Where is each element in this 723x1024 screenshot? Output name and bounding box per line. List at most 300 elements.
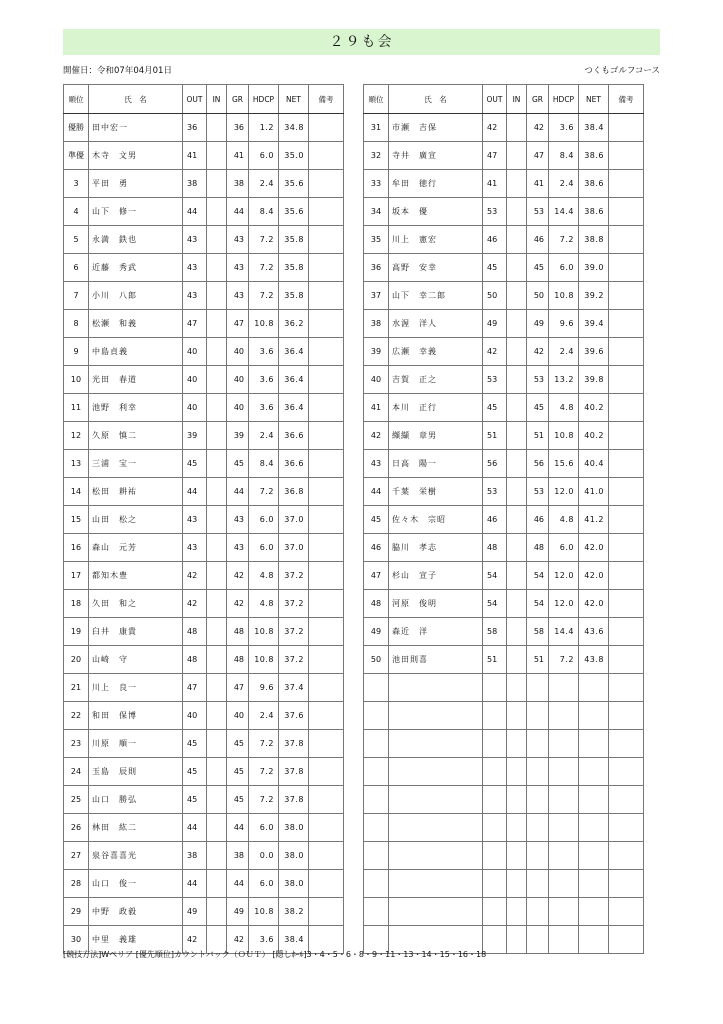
cell-gr: 53 [527,198,549,226]
cell-note [609,422,644,450]
table-row [64,254,344,282]
cell-rank: 28 [64,870,89,898]
cell-out: 38 [183,170,207,198]
table-row [64,338,344,366]
cell-note [309,394,344,422]
cell-rank [364,842,389,870]
event-date: 開催日：令和07年04月01日 [63,66,172,76]
table-row [64,618,344,646]
cell-gr: 54 [527,562,549,590]
cell-in [207,674,227,702]
cell-note [609,506,644,534]
cell-out: 48 [483,534,507,562]
cell-rank: 29 [64,898,89,926]
cell-in [207,478,227,506]
cell-rank: 41 [364,394,389,422]
cell-note [309,814,344,842]
cell-name: 坂本 優 [389,198,483,226]
cell-out: 53 [483,478,507,506]
cell-name: 三浦 宝一 [89,450,183,478]
cell-net: 42.0 [579,562,609,590]
cell-note [309,338,344,366]
cell-rank: 43 [364,450,389,478]
cell-net: 38.6 [579,170,609,198]
cell-note [609,842,644,870]
cell-net: 41.0 [579,478,609,506]
cell-in [507,506,527,534]
cell-in [507,702,527,730]
cell-net: 35.0 [279,142,309,170]
column-header-rank: 順位 [64,85,89,114]
cell-net: 43.8 [579,646,609,674]
cell-note [609,618,644,646]
cell-rank: 34 [364,198,389,226]
table-row [64,366,344,394]
cell-in [507,254,527,282]
cell-rank [364,870,389,898]
table-row [64,898,344,926]
cell-rank: 39 [364,338,389,366]
cell-rank: 21 [64,674,89,702]
cell-rank: 4 [64,198,89,226]
cell-rank: 49 [364,618,389,646]
cell-rank: 35 [364,226,389,254]
table-row [364,870,644,898]
cell-in [507,618,527,646]
cell-note [309,198,344,226]
cell-name: 中島貞義 [89,338,183,366]
cell-name: 山崎 守 [89,646,183,674]
cell-gr [527,842,549,870]
cell-gr: 39 [227,422,249,450]
cell-note [309,170,344,198]
cell-note [309,786,344,814]
table-row [364,562,644,590]
cell-rank: 50 [364,646,389,674]
cell-name: 平田 勇 [89,170,183,198]
cell-note [309,114,344,142]
cell-rank: 23 [64,730,89,758]
cell-net [579,702,609,730]
table-row [64,114,344,142]
cell-net: 35.8 [279,254,309,282]
cell-hdcp: 9.6 [249,674,279,702]
cell-note [609,534,644,562]
cell-hdcp: 2.4 [249,702,279,730]
cell-rank: 13 [64,450,89,478]
cell-net [579,814,609,842]
cell-out: 36 [183,114,207,142]
cell-out: 42 [483,338,507,366]
cell-out: 46 [483,226,507,254]
cell-net: 37.2 [279,646,309,674]
cell-hdcp: 10.8 [249,618,279,646]
cell-gr: 42 [527,114,549,142]
cell-rank: 31 [364,114,389,142]
table-row [64,814,344,842]
cell-hdcp [549,786,579,814]
cell-name: 山口 俊一 [89,870,183,898]
table-row [364,254,644,282]
cell-gr: 46 [527,506,549,534]
cell-out: 45 [183,450,207,478]
cell-hdcp: 6.0 [249,506,279,534]
cell-note [609,310,644,338]
column-header-note: 備考 [609,85,644,114]
table-row [64,170,344,198]
cell-net [579,674,609,702]
cell-in [507,142,527,170]
cell-gr [527,730,549,758]
cell-gr: 43 [227,282,249,310]
table-row [64,730,344,758]
cell-name: 池野 利幸 [89,394,183,422]
cell-name: 松田 耕祐 [89,478,183,506]
cell-hdcp: 3.6 [549,114,579,142]
cell-note [609,702,644,730]
cell-out: 40 [183,338,207,366]
cell-rank: 7 [64,282,89,310]
cell-out: 45 [483,254,507,282]
cell-in [207,702,227,730]
cell-net: 38.4 [279,926,309,954]
table-row [64,646,344,674]
cell-net [579,758,609,786]
cell-gr [527,702,549,730]
cell-name: 本川 正行 [389,394,483,422]
cell-note [609,114,644,142]
cell-hdcp: 12.0 [549,478,579,506]
cell-hdcp: 3.6 [249,394,279,422]
cell-net: 36.8 [279,478,309,506]
cell-name: 木寺 文男 [89,142,183,170]
cell-gr: 44 [227,478,249,506]
cell-rank: 9 [64,338,89,366]
cell-net: 42.0 [579,534,609,562]
table-row [364,786,644,814]
cell-in [207,394,227,422]
cell-net: 36.4 [279,394,309,422]
cell-hdcp: 7.2 [549,646,579,674]
cell-hdcp: 6.0 [549,254,579,282]
cell-out: 44 [183,814,207,842]
cell-in [507,730,527,758]
cell-rank: 8 [64,310,89,338]
cell-in [207,534,227,562]
column-header-gr: GR [527,85,549,114]
cell-gr: 45 [527,254,549,282]
cell-out [483,898,507,926]
cell-note [609,254,644,282]
cell-note [609,674,644,702]
cell-hdcp [549,758,579,786]
table-row [64,422,344,450]
cell-gr: 38 [227,170,249,198]
table-row [364,170,644,198]
cell-net: 39.6 [579,338,609,366]
cell-gr: 53 [527,478,549,506]
cell-net: 38.0 [279,814,309,842]
cell-hdcp: 6.0 [249,814,279,842]
cell-gr: 43 [227,254,249,282]
table-row [64,590,344,618]
table-row [64,786,344,814]
cell-out [483,674,507,702]
cell-name: 泉谷喜喜光 [89,842,183,870]
cell-note [309,702,344,730]
cell-name: 纐纈 章男 [389,422,483,450]
cell-name: 千葉 栄樹 [389,478,483,506]
cell-out [483,730,507,758]
cell-name: 河原 俊明 [389,590,483,618]
cell-gr [527,814,549,842]
table-row [64,226,344,254]
column-header-in: IN [507,85,527,114]
cell-gr: 42 [227,926,249,954]
cell-name: 和田 保博 [89,702,183,730]
cell-out: 47 [483,142,507,170]
cell-hdcp [549,702,579,730]
cell-name: 吉賀 正之 [389,366,483,394]
cell-name: 久原 慎二 [89,422,183,450]
cell-net: 36.6 [279,450,309,478]
cell-rank [364,674,389,702]
cell-rank: 47 [364,562,389,590]
cell-net: 38.0 [279,870,309,898]
cell-hdcp [549,674,579,702]
cell-in [207,814,227,842]
table-row [364,646,644,674]
cell-note [309,506,344,534]
column-header-note: 備考 [309,85,344,114]
cell-out: 42 [483,114,507,142]
cell-hdcp: 2.4 [549,170,579,198]
cell-note [309,310,344,338]
cell-note [609,814,644,842]
cell-note [609,450,644,478]
page-title: ２９も会 [63,29,660,55]
cell-out: 49 [183,898,207,926]
cell-out: 56 [483,450,507,478]
cell-name: 林田 紘二 [89,814,183,842]
cell-in [507,394,527,422]
cell-name: 牟田 徳行 [389,170,483,198]
cell-in [207,114,227,142]
cell-in [207,450,227,478]
cell-net: 39.0 [579,254,609,282]
table-row [64,198,344,226]
cell-hdcp: 4.8 [249,562,279,590]
cell-net: 37.2 [279,562,309,590]
table-row [364,730,644,758]
cell-out: 38 [183,842,207,870]
cell-in [207,170,227,198]
column-header-net: NET [579,85,609,114]
table-row [64,870,344,898]
table-row [64,142,344,170]
cell-note [609,478,644,506]
cell-net: 37.4 [279,674,309,702]
table-row [64,478,344,506]
cell-name: 久田 和之 [89,590,183,618]
table-row [364,114,644,142]
cell-note [309,142,344,170]
cell-note [309,674,344,702]
cell-out [483,786,507,814]
cell-out: 40 [183,366,207,394]
cell-net: 36.4 [279,338,309,366]
cell-net: 34.8 [279,114,309,142]
cell-in [507,562,527,590]
cell-note [309,898,344,926]
cell-name: 市瀬 吉保 [389,114,483,142]
cell-rank: 19 [64,618,89,646]
cell-in [207,870,227,898]
cell-out: 51 [483,422,507,450]
cell-out: 54 [483,590,507,618]
cell-rank: 11 [64,394,89,422]
cell-in [507,590,527,618]
cell-in [207,618,227,646]
column-header-rank: 順位 [364,85,389,114]
cell-net: 39.4 [579,310,609,338]
column-header-out: OUT [483,85,507,114]
cell-out: 42 [183,926,207,954]
cell-out: 43 [183,534,207,562]
table-row [364,394,644,422]
cell-note [609,338,644,366]
cell-hdcp: 2.4 [249,422,279,450]
cell-out: 48 [183,618,207,646]
table-row [64,282,344,310]
column-header-hdcp: HDCP [249,85,279,114]
cell-in [207,282,227,310]
cell-out [483,702,507,730]
cell-gr: 42 [227,562,249,590]
cell-out: 50 [483,282,507,310]
cell-net [579,870,609,898]
cell-in [207,842,227,870]
cell-gr: 40 [227,702,249,730]
cell-note [309,758,344,786]
cell-hdcp: 3.6 [249,926,279,954]
cell-in [507,226,527,254]
cell-net: 37.8 [279,786,309,814]
cell-net: 42.0 [579,590,609,618]
column-header-name: 氏 名 [389,85,483,114]
cell-in [207,646,227,674]
cell-name [389,814,483,842]
cell-in [207,226,227,254]
cell-hdcp: 7.2 [249,730,279,758]
cell-rank [364,702,389,730]
cell-in [207,422,227,450]
cell-hdcp: 10.8 [549,422,579,450]
cell-note [309,226,344,254]
cell-out: 43 [183,506,207,534]
cell-hdcp: 10.8 [549,282,579,310]
cell-gr [527,898,549,926]
cell-gr: 51 [527,646,549,674]
cell-net: 36.4 [279,366,309,394]
cell-note [309,478,344,506]
cell-rank: 16 [64,534,89,562]
cell-in [507,478,527,506]
cell-out: 45 [483,394,507,422]
cell-in [507,646,527,674]
cell-note [309,366,344,394]
cell-gr [527,786,549,814]
cell-gr: 38 [227,842,249,870]
cell-note [609,562,644,590]
table-row [364,198,644,226]
cell-gr: 47 [227,674,249,702]
cell-name: 森山 元芳 [89,534,183,562]
cell-rank: 40 [364,366,389,394]
cell-name: 川上 憲宏 [389,226,483,254]
cell-net: 37.8 [279,730,309,758]
cell-note [309,450,344,478]
cell-name: 高野 安幸 [389,254,483,282]
cell-out: 51 [483,646,507,674]
cell-name: 川原 順一 [89,730,183,758]
cell-in [207,338,227,366]
cell-gr: 40 [227,366,249,394]
cell-net [579,842,609,870]
cell-hdcp: 7.2 [249,478,279,506]
cell-rank: 14 [64,478,89,506]
cell-net: 40.2 [579,394,609,422]
cell-in [207,254,227,282]
table-row [364,450,644,478]
table-row [64,842,344,870]
cell-rank: 24 [64,758,89,786]
cell-name [389,842,483,870]
table-row [364,478,644,506]
cell-rank: 42 [364,422,389,450]
cell-in [207,786,227,814]
column-header-in: IN [207,85,227,114]
cell-out [483,758,507,786]
cell-hdcp: 4.8 [549,506,579,534]
footer-note: [競技方法]Wペリア [優先順位]カウントバック（ＯＵＴ） [隠しﾎｰﾙ]3・4・5・6・8・9・11・13・14・15・16・18 [63,950,487,959]
cell-hdcp: 14.4 [549,618,579,646]
cell-in [507,310,527,338]
cell-note [609,758,644,786]
cell-rank: 3 [64,170,89,198]
cell-name: 中里 義雄 [89,926,183,954]
cell-note [309,590,344,618]
cell-note [609,646,644,674]
cell-in [507,814,527,842]
cell-out: 48 [183,646,207,674]
table-row [64,534,344,562]
cell-hdcp: 7.2 [249,786,279,814]
cell-net: 38.2 [279,898,309,926]
cell-hdcp: 4.8 [549,394,579,422]
cell-in [507,170,527,198]
cell-gr: 42 [527,338,549,366]
cell-name [389,898,483,926]
cell-out: 40 [183,702,207,730]
cell-rank [364,898,389,926]
cell-gr: 47 [227,310,249,338]
cell-note [609,786,644,814]
cell-out: 40 [183,394,207,422]
cell-gr: 44 [227,198,249,226]
cell-in [507,282,527,310]
table-row [364,226,644,254]
